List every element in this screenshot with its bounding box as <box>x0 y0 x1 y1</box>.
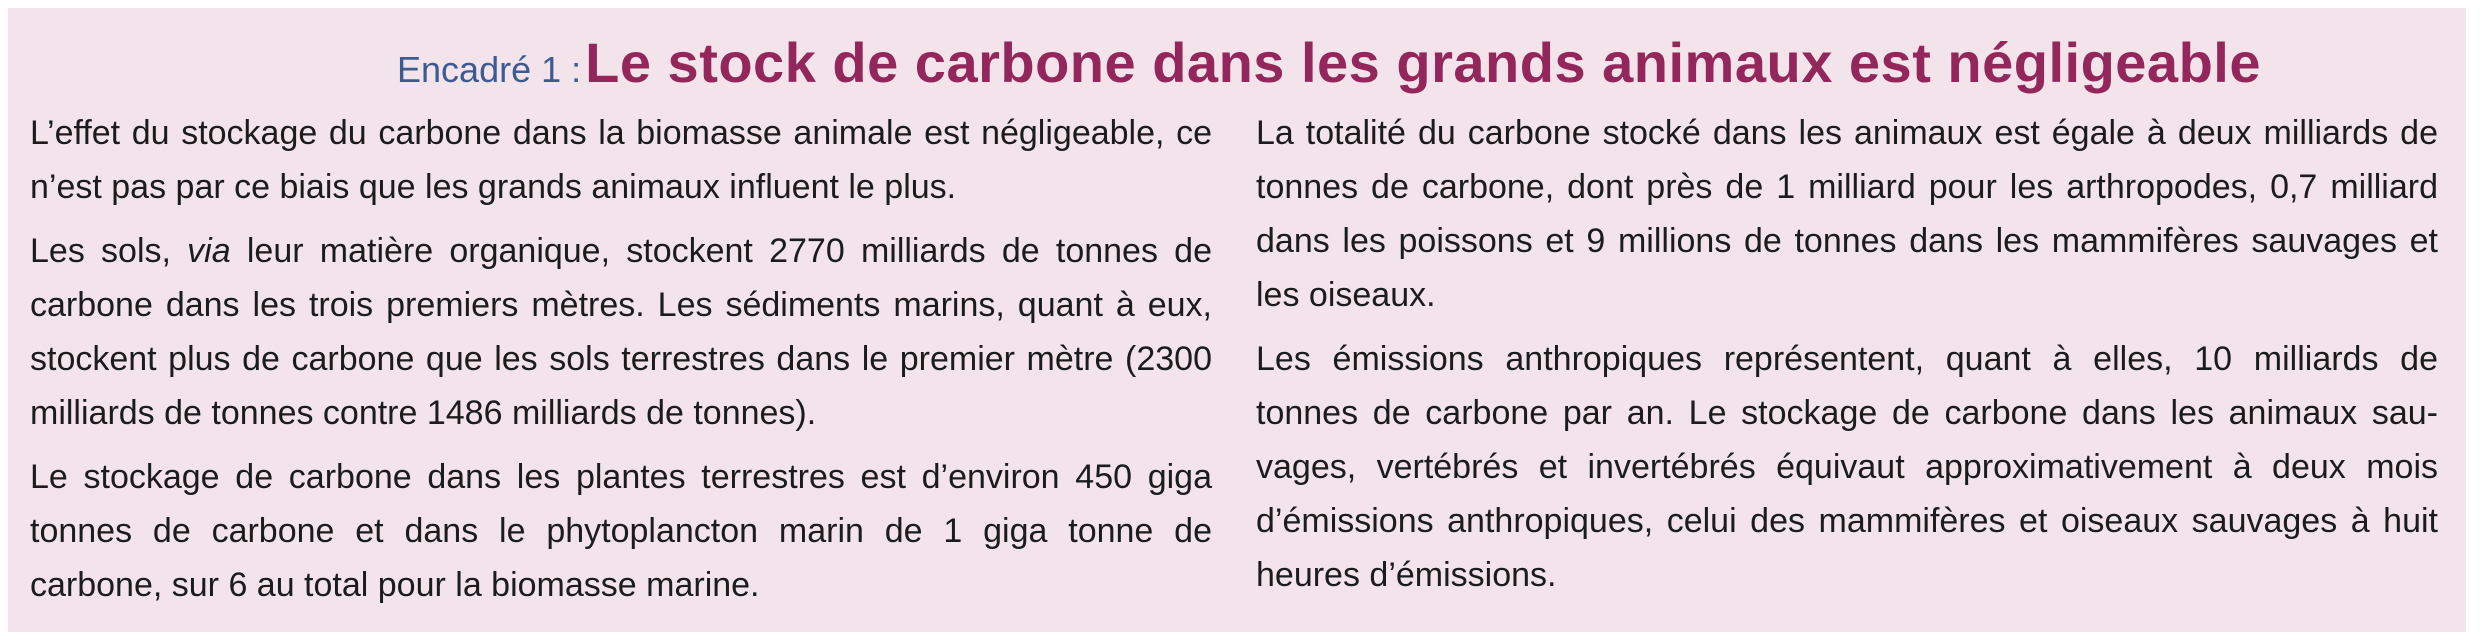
text-columns <box>30 106 2438 622</box>
left-paragraph-2-start: Les sols, <box>30 232 188 270</box>
italic-via: via <box>187 232 231 270</box>
left-column <box>30 106 1212 622</box>
box-title: Le stock de carbone dans les grands animaux est négligeable <box>585 31 2261 94</box>
left-paragraph-3: Le stockage de carbone dans les plantes terrestres est d’environ 450 giga tonnes de carbone et dans le phytoplancton marin de 1 giga tonne de carbone, sur 6 au total pour la biomasse marine. <box>30 458 1212 604</box>
box-label: Encadré 1 : <box>397 49 582 90</box>
right-paragraph-2: Les émissions anthropiques représentent, quant à elles, 10 milliards de tonnes de carbone par an. Le stockage de carbone dans les animaux sauvages, vertébrés et invertébrés équivaut approximativement à deux mois d’émissions anthropiques, celui des mammifères et oiseaux sauvages à huit heures d’émissions. <box>1256 340 2438 594</box>
left-paragraph-2-rest: leur matière organique, stockent 2770 milliards de tonnes de carbone dans les trois premiers mètres. Les sédiments marins, quant à eux, stockent plus de carbone que les sols terrestres dans le premier mètre (2300 milliards de tonnes contre 1486 milliards de tonnes). <box>30 232 1212 432</box>
info-box <box>8 8 2466 632</box>
right-column <box>1256 106 2438 622</box>
right-paragraph-1: La totalité du carbone stocké dans les animaux est égale à deux milliards de tonnes de carbone, dont près de 1 milliard pour les arthropodes, 0,7 milliard dans les poissons et 9 millions de tonnes dans les mammifères sauvages et les oiseaux. <box>1256 114 2438 314</box>
left-paragraph-1: L’effet du stockage du carbone dans la biomasse animale est négligeable, ce n’est pas par ce biais que les grands animaux influent le plus. <box>30 114 1212 206</box>
box-header <box>220 30 2438 96</box>
left-paragraph-2 <box>30 224 1212 440</box>
